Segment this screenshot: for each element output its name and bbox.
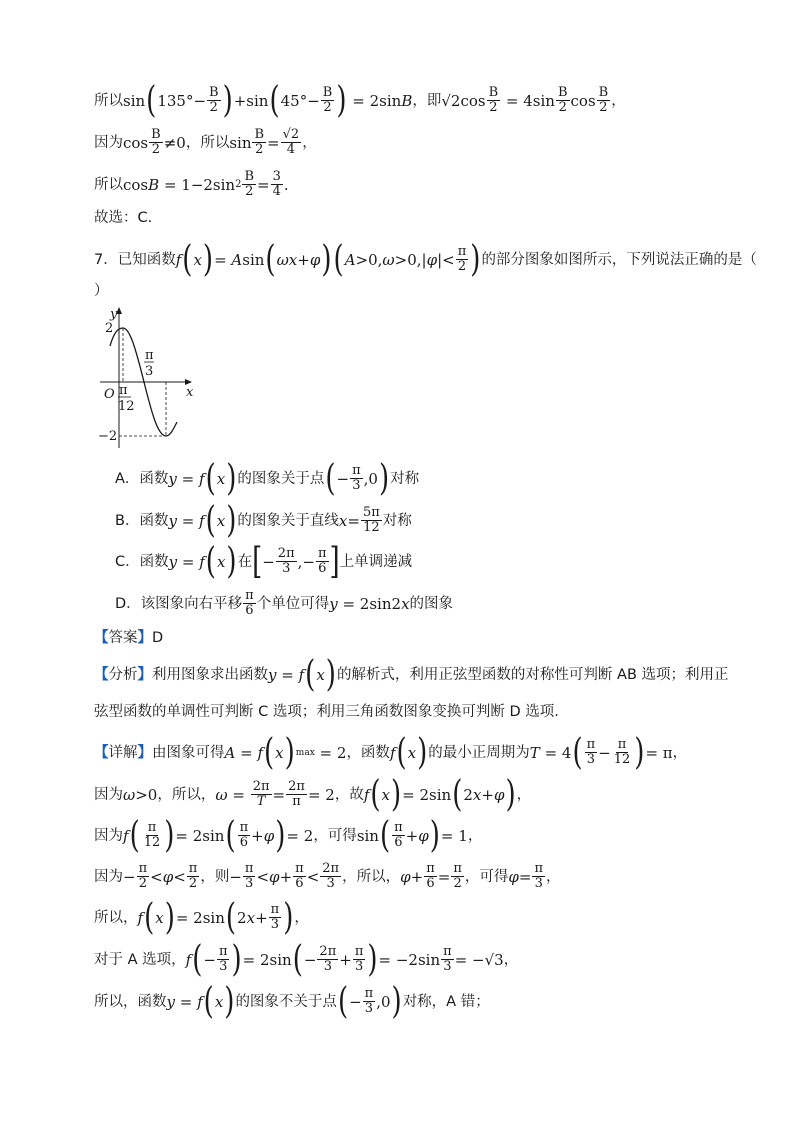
text: 的图象关于直线 [237,512,339,529]
text: ，故 [334,786,364,803]
text: 由图象可得 [152,744,225,761]
option-b [115,499,755,542]
text: ，所以 [185,134,230,151]
formula: √2cos $\frac{B}{2}$ = 4sin $\frac{B}{2}$ cos $\frac{B}{2}$ [441,85,609,115]
line-1 [94,79,734,122]
formula: y = f ( x ) [166,980,235,1023]
text: 上单调递减 [339,553,413,570]
formula: φ = $\frac{\pi}{3}$ [508,861,543,891]
origin-label: O [104,387,115,402]
analysis-line-2: 弦型函数的单调性可判断 C 选项；利用三角函数图象变换可判断 D 选项. [94,704,559,720]
text: 因为 [94,786,123,803]
text: ，可得 [313,827,357,844]
formula: sin ( 135°− $\frac{B}{2}$ ) +sin ( 45°− $\frac{B}{2}$ ) = 2sin B [123,79,413,122]
detail-line-1 [94,731,734,774]
text: ， [611,92,626,109]
formula: ω = $\frac{2\pi}{T}$ = $\frac{2\pi}{\pi}$ = 2 [215,779,335,809]
text: ， [467,827,483,844]
formula: − $\frac{\pi}{2}$ < φ < $\frac{\pi}{2}$ [123,861,198,891]
text: 的解析式，利用正弦型函数的对称性可判断 AB 选项；利用正 [336,667,729,683]
detail-tag: 【详解】 [94,744,152,761]
question-7-cont: ） [94,283,109,299]
formula: f ( x ) = 2sin ( 2 x + $\frac{\pi}{3}$ ) [137,896,294,939]
text: 利用图象求出函数 [152,667,268,683]
text: ， [672,744,688,761]
text: ， [546,868,561,885]
min-label: −2 [98,429,118,444]
text: ， [503,951,519,968]
text: ， [516,786,532,803]
formula: y = f ( x ) [268,654,336,696]
tick2-denominator: 3 [145,364,154,379]
text: 所以，函数 [94,993,167,1010]
analysis-line-1 [94,654,734,696]
text: 的图象不关于点 [235,993,337,1010]
text: C．函数 [115,553,169,570]
text: 7．已知函数 [94,251,176,268]
formula: A = f ( x ) max = 2 [224,731,347,774]
detail-line-7 [94,980,734,1023]
text: 的图象 [409,595,454,612]
detail-line-6 [94,938,734,981]
text: 所以， [94,909,138,926]
answer-tag: 【答案】 [94,630,152,646]
detail-line-3 [94,814,734,857]
text: ，所以， [342,868,401,885]
formula: y = f ( x ) [168,457,237,500]
text: 因为 [94,827,123,844]
formula: f ( x ) = A sin ( ωx + φ ) ( A >0, ω >0,| φ |< $\frac{\pi}{2}$ ) [175,238,481,281]
formula: sin ( $\frac{\pi}{6}$ + φ ) = 1 [356,814,468,857]
line-4: 故选：C. [94,210,153,226]
option-a [115,457,755,500]
text: 的部分图象如图所示，下列说法正确的是（ [481,251,757,268]
text: 所以 [94,176,123,193]
function-graph [98,306,208,451]
option-d [115,589,755,618]
option-c [115,540,755,583]
answer-value: D [152,630,164,646]
formula: cos $\frac{B}{2}$ ≠0 [123,127,186,157]
text: 因为 [94,134,123,151]
formula: sin $\frac{B}{2}$ = $\frac{√2}{4}$ [229,127,300,157]
y-axis-label: y [110,307,118,322]
text: ，即 [412,92,442,109]
text: A．函数 [115,470,169,487]
formula: y = 2sin2 x [329,594,410,613]
detail-line-5 [94,896,734,939]
text: ，函数 [346,744,390,761]
formula: $\frac{\pi}{6}$ [245,588,254,618]
formula: y = f ( x ) [168,540,237,583]
line-2 [94,128,734,157]
text: D．该图象向右平移 [115,595,243,612]
text: 在 [237,553,253,570]
analysis-tag: 【分析】 [94,667,152,683]
formula: x = $\frac{5\pi}{12}$ [338,505,380,535]
text: 对称 [390,470,420,487]
x-axis-label: x [186,385,194,400]
text: 的最小正周期为 [428,744,530,761]
tick1-numerator: π [119,383,128,398]
formula: f ( x ) [389,731,428,774]
detail-line-2 [94,773,734,816]
text: ， [294,909,309,926]
text: 对称，A 错； [402,993,490,1010]
text: 所以 [94,92,123,109]
question-7 [94,238,757,281]
formula: f ( $\frac{\pi}{12}$ ) = 2sin ( $\frac{\pi}{6}$ + φ ) = 2 [123,814,314,857]
detail-line-4 [94,862,734,891]
text: ，可得 [464,868,509,885]
line-3 [94,170,734,199]
text: ，则 [200,868,230,885]
tick1-denominator: 12 [118,399,135,414]
max-label: 2 [105,321,114,336]
text: 的图象关于点 [237,470,325,487]
text: 对称 [382,512,412,529]
text: 因为 [94,868,123,885]
formula: y = f ( x ) [168,499,237,542]
formula: ( − $\frac{\pi}{3}$ ,0 ) [337,980,402,1023]
text: 对于 A 选项， [94,951,186,968]
text: B．函数 [115,512,169,529]
formula: ( − $\frac{\pi}{3}$ ,0 ) [325,457,390,500]
formula: φ + $\frac{\pi}{6}$ = $\frac{\pi}{2}$ [400,861,462,891]
answer-line [94,627,734,649]
formula: − $\frac{\pi}{3}$ < φ + $\frac{\pi}{6}$ < $\frac{2\pi}{3}$ [229,861,340,891]
text: ，所以， [157,786,216,803]
tick2-numerator: π [145,348,154,363]
formula: T = 4 ( $\frac{\pi}{3}$ − $\frac{\pi}{12}$ ) = π [529,731,673,774]
formula: [ − $\frac{2\pi}{3}$ ,− $\frac{\pi}{6}$ ] [252,540,340,583]
formula: f ( − $\frac{\pi}{3}$ ) = 2sin ( − $\frac{2\pi}{3}$ + $\frac{\pi}{3}$ ) = −2sin $\frac{\pi}{3}$ = −√3 [185,938,504,981]
formula: cos B = 1−2sin 2 $\frac{B}{2}$ = $\frac{3}{4}$ . [123,169,289,199]
text: ， [302,134,317,151]
formula: ω >0 [123,785,158,804]
formula: f ( x ) = 2sin ( 2 x + φ ) [363,773,516,816]
text: 个单位可得 [256,595,330,612]
